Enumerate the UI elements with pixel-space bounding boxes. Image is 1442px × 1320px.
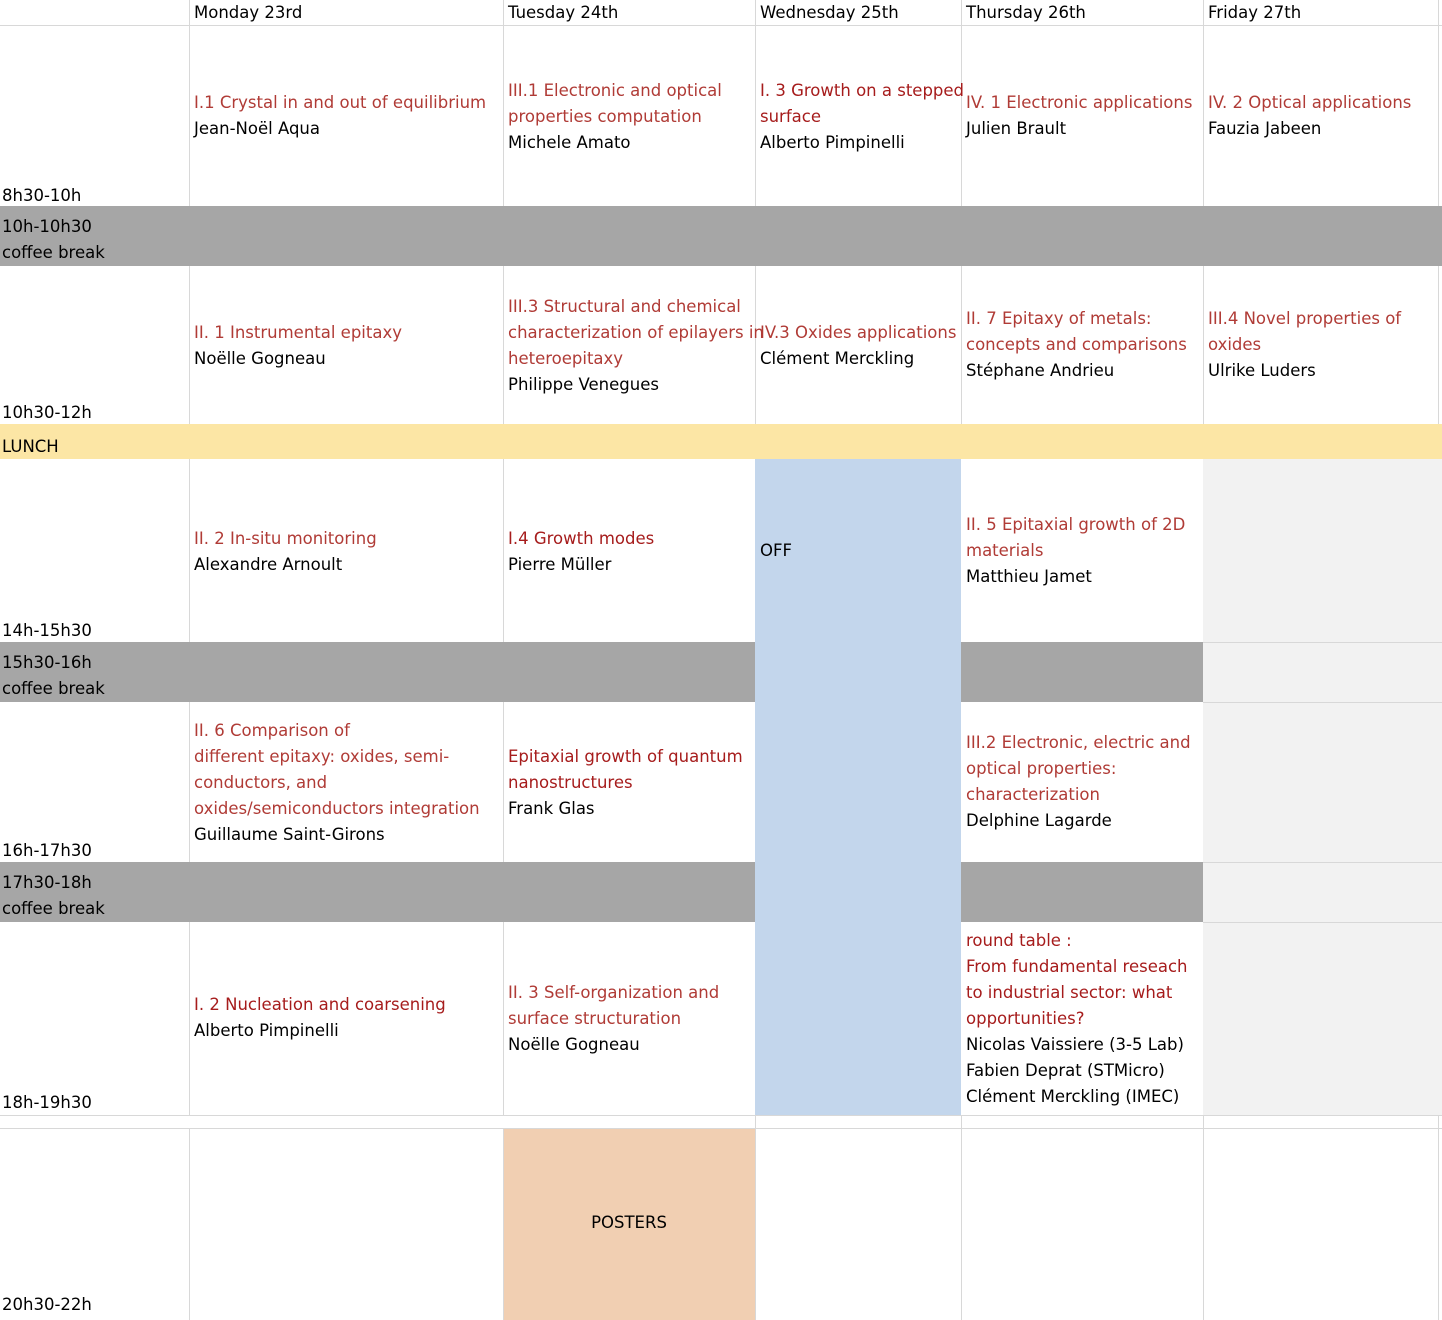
time-label-break-2: 15h30-16h — [2, 653, 92, 672]
session-title: I.4 Growth modes — [508, 529, 655, 548]
break-label-2: coffee break — [2, 679, 105, 698]
session-title: surface — [760, 107, 821, 126]
grid-line — [1203, 1115, 1204, 1320]
time-label-session-1: 8h30-10h — [2, 186, 82, 205]
time-label-break-3: 17h30-18h — [2, 873, 92, 892]
grid-line — [1438, 266, 1439, 424]
grid-line — [503, 0, 504, 206]
coffee-break-band-1 — [0, 206, 1442, 266]
day-header-thursday: Thursday 26th — [966, 3, 1086, 22]
day-header-friday: Friday 27th — [1208, 3, 1302, 22]
session-title: II. 7 Epitaxy of metals: — [966, 309, 1152, 328]
session-speaker: Pierre Müller — [508, 555, 612, 574]
session-title: surface structuration — [508, 1009, 682, 1028]
grid-line — [503, 702, 504, 862]
grid-line — [1438, 0, 1439, 206]
session-title: III.1 Electronic and optical — [508, 81, 722, 100]
lunch-label: LUNCH — [2, 437, 59, 456]
session-speaker: Michele Amato — [508, 133, 631, 152]
grid-line — [961, 266, 962, 424]
session-speaker: Ulrike Luders — [1208, 361, 1316, 380]
session-title: round table : — [966, 931, 1072, 950]
session-speaker: Fabien Deprat (STMicro) — [966, 1061, 1165, 1080]
grid-line — [189, 702, 190, 862]
grid-line — [189, 922, 190, 1115]
session-speaker: Guillaume Saint-Girons — [194, 825, 385, 844]
session-speaker: Noëlle Gogneau — [194, 349, 326, 368]
time-label-session-3: 14h-15h30 — [2, 621, 92, 640]
session-speaker: Matthieu Jamet — [966, 567, 1092, 586]
grid-line — [1438, 1115, 1439, 1320]
session-title: I.1 Crystal in and out of equilibrium — [194, 93, 487, 112]
time-label-session-5: 18h-19h30 — [2, 1093, 92, 1112]
day-header-monday: Monday 23rd — [194, 3, 303, 22]
grid-line — [189, 459, 190, 642]
session-speaker: Julien Brault — [966, 119, 1067, 138]
session-title: Epitaxial growth of quantum — [508, 747, 743, 766]
friday-empty-block — [1203, 459, 1442, 1116]
session-title: II. 5 Epitaxial growth of 2D — [966, 515, 1186, 534]
coffee-break-band-2 — [0, 642, 755, 702]
grid-line — [1203, 702, 1442, 703]
grid-line — [189, 0, 190, 206]
time-label-session-6: 20h30-22h — [2, 1295, 92, 1314]
session-title: III.3 Structural and chemical — [508, 297, 741, 316]
grid-line — [1203, 862, 1442, 863]
day-header-wednesday: Wednesday 25th — [760, 3, 899, 22]
session-speaker: Alberto Pimpinelli — [760, 133, 905, 152]
session-speaker: Alexandre Arnoult — [194, 555, 343, 574]
coffee-break-band-3 — [0, 862, 755, 922]
session-speaker: Clément Merckling — [760, 349, 915, 368]
session-speaker: Jean-Noël Aqua — [194, 119, 320, 138]
session-title: II. 1 Instrumental epitaxy — [194, 323, 403, 342]
session-title: From fundamental reseach — [966, 957, 1188, 976]
session-title: I. 2 Nucleation and coarsening — [194, 995, 446, 1014]
grid-line — [1203, 922, 1442, 923]
grid-line — [1203, 266, 1204, 424]
grid-line — [0, 1115, 1442, 1116]
coffee-break-band-2-thu — [961, 642, 1203, 702]
grid-line — [189, 266, 190, 424]
session-title: oxides — [1208, 335, 1262, 354]
session-speaker: Philippe Venegues — [508, 375, 659, 394]
session-title: I. 3 Growth on a stepped — [760, 81, 965, 100]
session-title: concepts and comparisons — [966, 335, 1187, 354]
off-label: OFF — [760, 541, 792, 560]
grid-line — [755, 1115, 756, 1320]
session-title: to industrial sector: what — [966, 983, 1173, 1002]
time-label-session-4: 16h-17h30 — [2, 841, 92, 860]
session-title: characterization — [966, 785, 1100, 804]
session-title: optical properties: — [966, 759, 1117, 778]
session-title: opportunities? — [966, 1009, 1085, 1028]
lunch-band — [0, 424, 1442, 459]
session-title: nanostructures — [508, 773, 633, 792]
session-title: oxides/semiconductors integration — [194, 799, 480, 818]
session-speaker: Stéphane Andrieu — [966, 361, 1115, 380]
grid-line — [503, 266, 504, 424]
session-title: III.2 Electronic, electric and — [966, 733, 1191, 752]
session-title: III.4 Novel properties of — [1208, 309, 1402, 328]
session-title: properties computation — [508, 107, 702, 126]
break-label-3: coffee break — [2, 899, 105, 918]
session-title: materials — [966, 541, 1044, 560]
day-header-tuesday: Tuesday 24th — [508, 3, 619, 22]
grid-line — [503, 922, 504, 1115]
grid-line — [961, 1115, 962, 1320]
grid-line — [1203, 0, 1204, 206]
grid-line — [503, 459, 504, 642]
session-title: different epitaxy: oxides, semi- — [194, 747, 450, 766]
session-speaker: Delphine Lagarde — [966, 811, 1112, 830]
grid-line — [1203, 642, 1442, 643]
session-speaker: Clément Merckling (IMEC) — [966, 1087, 1180, 1106]
time-label-session-2: 10h30-12h — [2, 403, 92, 422]
session-speaker: Fauzia Jabeen — [1208, 119, 1322, 138]
grid-line — [755, 0, 756, 206]
session-speaker: Alberto Pimpinelli — [194, 1021, 339, 1040]
session-title: II. 6 Comparison of — [194, 721, 350, 740]
time-label-break-1: 10h-10h30 — [2, 217, 92, 236]
session-speaker: Nicolas Vaissiere (3-5 Lab) — [966, 1035, 1184, 1054]
session-title: conductors, and — [194, 773, 328, 792]
session-title: heteroepitaxy — [508, 349, 624, 368]
posters-label: POSTERS — [591, 1213, 667, 1232]
grid-line — [0, 25, 1442, 26]
grid-line — [189, 1128, 190, 1320]
session-title: IV.3 Oxides applications — [760, 323, 957, 342]
grid-line — [0, 1128, 1442, 1129]
session-title: II. 2 In-situ monitoring — [194, 529, 377, 548]
session-speaker: Noëlle Gogneau — [508, 1035, 640, 1054]
session-speaker: Frank Glas — [508, 799, 595, 818]
break-label-1: coffee break — [2, 243, 105, 262]
session-title: characterization of epilayers in — [508, 323, 764, 342]
coffee-break-band-3-thu — [961, 862, 1203, 922]
session-title: IV. 2 Optical applications — [1208, 93, 1412, 112]
session-title: II. 3 Self-organization and — [508, 983, 720, 1002]
session-title: IV. 1 Electronic applications — [966, 93, 1193, 112]
